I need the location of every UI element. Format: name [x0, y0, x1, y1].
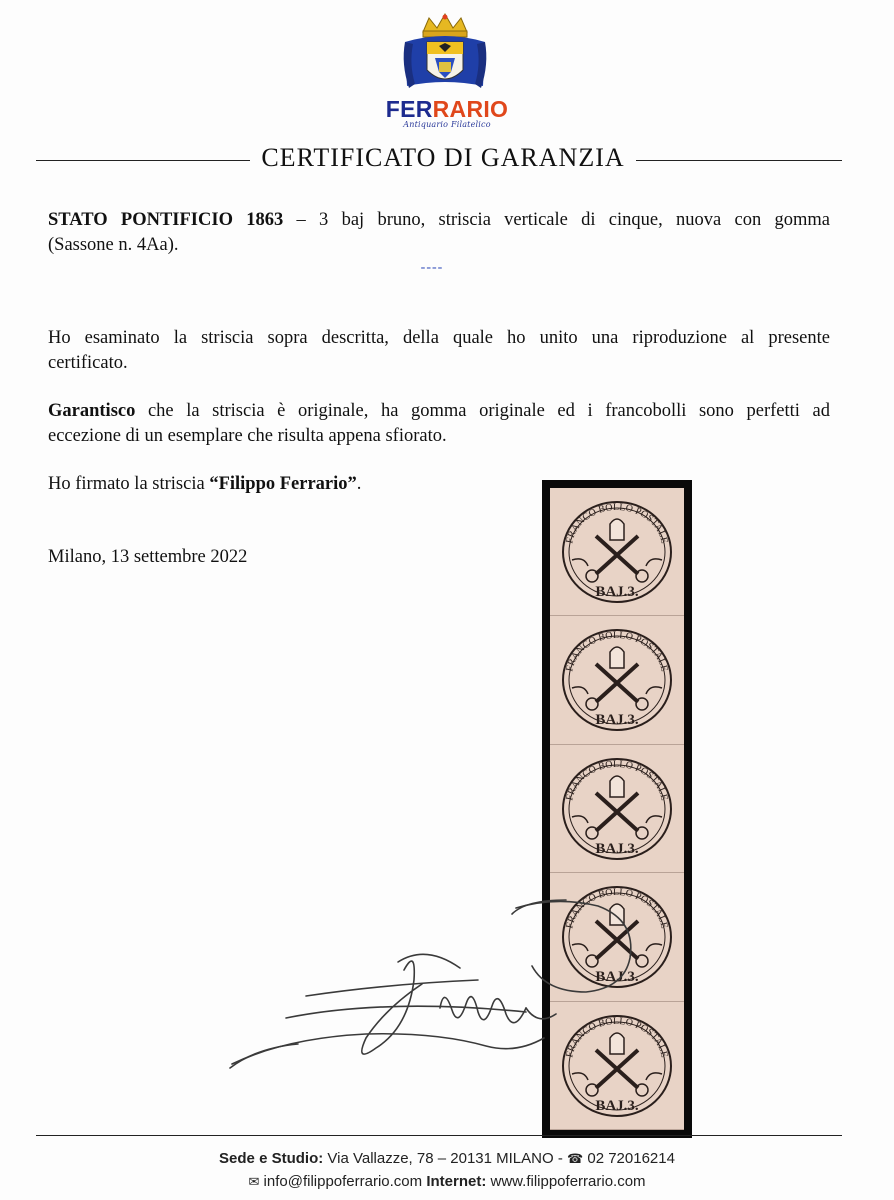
stamp-top-text: FRANCO BOLLO POSTALE [564, 630, 670, 673]
guarantee-line-1 [48, 399, 830, 424]
title-rule-left [36, 160, 250, 161]
handwritten-signature [226, 888, 696, 1078]
stamp-value-text: BAJ.3. [595, 1097, 639, 1114]
examination-line-1: Ho esaminato la striscia sopra descritta, della quale ho unito una riproduzione al presente [48, 328, 830, 348]
description-line-2: (Sassone n. 4Aa). [48, 235, 179, 255]
examination-line-2: certificato. [48, 353, 128, 373]
footer-address-line [0, 1150, 894, 1167]
stamp-top-text: FRANCO BOLLO POSTALE [564, 1015, 670, 1059]
separator-dashes: ---- [420, 260, 444, 275]
footer-phone: 02 72016214 [583, 1150, 675, 1167]
signed-suffix: . [356, 474, 362, 494]
footer-contact-line [0, 1173, 894, 1190]
brand-name [380, 96, 514, 123]
stamp-value-text: BAJ.3. [595, 584, 639, 600]
signed-statement [48, 472, 830, 497]
brand-name-part2: RARIO [432, 96, 509, 122]
stamp-value-text: BAJ.3. [595, 969, 639, 986]
stamp-value-text: BAJ.3. [595, 712, 639, 729]
stamp-value-text: BAJ.3. [595, 840, 639, 857]
footer-email: info@filippoferrario.com [259, 1173, 427, 1190]
footer-website: www.filippoferrario.com [486, 1173, 646, 1190]
guarantee-line-1-rest: che la striscia è originale, ha gomma originale ed i francobolli sono perfetti ad [135, 401, 830, 421]
certificate-title: CERTIFICATO DI GARANZIA [261, 143, 625, 172]
stamp [550, 745, 684, 873]
stamp-top-text: FRANCO BOLLO POSTALE [564, 887, 670, 930]
signed-prefix: Ho firmato la striscia [48, 474, 210, 494]
footer-internet-label: Internet: [426, 1173, 487, 1190]
guarantee-line-2: eccezione di un esemplare che risulta appena sfiorato. [48, 426, 447, 446]
guarantee-bold: Garantisco [48, 401, 136, 421]
stamp-top-text: FRANCO BOLLO POSTALE [564, 501, 670, 545]
stamp [550, 616, 684, 744]
stamp-top-text: FRANCO BOLLO POSTALE [564, 758, 670, 802]
envelope-icon: ✉ [248, 1175, 260, 1190]
brand-name-part1: FER [385, 96, 433, 122]
description-line-1-rest: – 3 baj bruno, striscia verticale di cinque, nuova con gomma [283, 210, 830, 230]
footer-studio-label: Sede e Studio: [219, 1150, 324, 1167]
footer-address: Via Vallazze, 78 – 20131 MILANO - [323, 1150, 567, 1167]
phone-icon: ☎ [566, 1152, 584, 1167]
footer-rule [36, 1135, 842, 1136]
stamp [550, 488, 684, 616]
place-and-date: Milano, 13 settembre 2022 [48, 547, 248, 567]
description-line-1 [48, 208, 830, 233]
description-bold-lead: STATO PONTIFICIO 1863 [48, 210, 284, 230]
title-rule-right [636, 160, 842, 161]
brand-tagline: Antiquario Filatelico [403, 120, 491, 129]
signed-name: “Filippo Ferrario” [209, 474, 357, 494]
